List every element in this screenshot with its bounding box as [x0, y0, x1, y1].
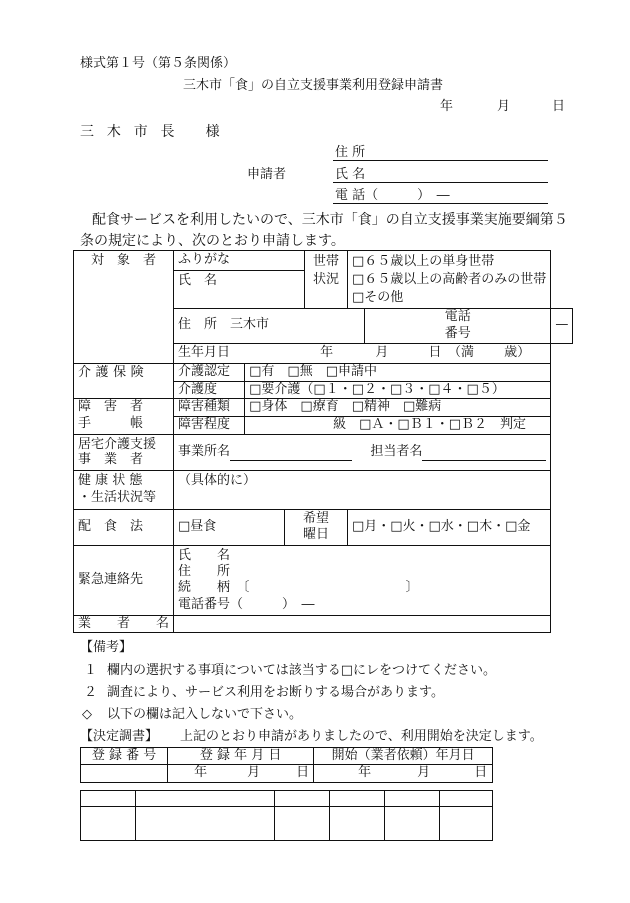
- applicant-address-label: 住 所: [335, 145, 366, 160]
- reg-no-value[interactable]: [81, 765, 168, 782]
- disab-type-options[interactable]: □身体 □療育 □精神 □難病: [245, 398, 551, 416]
- application-table: [73, 250, 573, 633]
- vendor-label: 業 者 名: [74, 615, 174, 632]
- stamp-cell[interactable]: [330, 807, 385, 841]
- approval-grid: [80, 790, 493, 841]
- birth-year: 年: [320, 344, 334, 360]
- start-date-header: 開始（業者依頼）年月日: [314, 748, 493, 765]
- care-provider-row[interactable]: [174, 434, 551, 470]
- birth-day-age: 日 （満 歳）: [428, 344, 531, 360]
- hh-option-elderly[interactable]: □６５歳以上の高齢者のみの世帯: [351, 272, 547, 288]
- date-year-label: 年: [440, 99, 454, 114]
- start-date-value[interactable]: 年 月 日: [314, 765, 493, 782]
- address-underline: [333, 160, 548, 161]
- form-title: 三木市「食」の自立支援事業利用登録申請書: [183, 78, 444, 93]
- emergency-name: 氏 名: [178, 547, 231, 563]
- stamp-header-cell: [385, 791, 440, 807]
- addressee: 三 木 市 長 様: [80, 124, 224, 140]
- note-2-number: ２: [84, 685, 98, 700]
- date-day-label: 日: [552, 99, 566, 114]
- note-2: 調査により、サービス利用をお断りする場合があります。: [107, 685, 444, 700]
- stamp-cell[interactable]: [385, 807, 440, 841]
- stamp-header-cell: [135, 791, 275, 807]
- insurance-label: 介護保険: [74, 363, 174, 398]
- health-note[interactable]: （具体的に）: [174, 470, 551, 509]
- note-1: 欄内の選択する事項については該当する□にレをつけてください。: [107, 663, 497, 678]
- care-provider-label: 居宅介護支援 事 業 者: [74, 434, 174, 470]
- ins-level-label: 介護度: [174, 381, 245, 398]
- care-office-label: 事業所名: [178, 443, 231, 459]
- phone-underline: [333, 203, 548, 204]
- subject-name-label: 氏 名: [178, 272, 218, 288]
- emergency-label: 緊急連絡先: [74, 545, 174, 615]
- intro-line-2: 条の規定により、次のとおり申請します。: [80, 233, 345, 249]
- preferred-days-label: 希望 曜日: [285, 509, 348, 545]
- applicant-label: 申請者: [247, 167, 287, 182]
- name-underline: [333, 182, 548, 183]
- intro-line-1: 配食サービスを利用したいので、三木市「食」の自立支援事業実施要綱第５: [92, 212, 568, 228]
- subject-phone-label: 電話 番号: [365, 308, 551, 343]
- ins-level-options[interactable]: □要介護（□１・□２・□３・□４・□５）: [245, 381, 551, 398]
- stamp-cell[interactable]: [135, 807, 275, 841]
- vendor-value[interactable]: [174, 615, 551, 632]
- applicant-phone-label: 電 話（ ） ―: [335, 188, 450, 203]
- date-month-label: 月: [497, 99, 511, 114]
- hh-option-other[interactable]: □その他: [351, 290, 404, 306]
- stamp-header-cell: [440, 791, 493, 807]
- furigana-label: ふりがな: [174, 251, 305, 271]
- subject-address[interactable]: 住 所 三木市: [174, 308, 305, 343]
- emergency-fields[interactable]: [174, 545, 551, 615]
- note-3: 以下の欄は記入しないで下さい。: [107, 707, 303, 722]
- disab-type-label: 障害種類: [174, 398, 245, 416]
- preferred-days-options[interactable]: □月・□火・□水・□木・□金: [347, 509, 550, 545]
- household-status-label: 世帯 状況: [305, 251, 348, 309]
- stamp-cell[interactable]: [440, 807, 493, 841]
- disab-degree-label: 障害程度: [174, 416, 245, 434]
- subject-phone-value[interactable]: —: [551, 308, 573, 343]
- subject-label: 対 象 者: [74, 251, 174, 364]
- birth-month: 月: [375, 344, 389, 360]
- reg-date-value[interactable]: 年 月 日: [168, 765, 314, 782]
- form-number: 様式第１号（第５条関係）: [80, 56, 237, 71]
- stamp-header-cell: [81, 791, 136, 807]
- care-person-label: 担当者名: [370, 443, 423, 459]
- stamp-cell[interactable]: [81, 807, 136, 841]
- ins-cert-options[interactable]: □有 □無 □申請中: [245, 363, 551, 381]
- disab-degree-options[interactable]: 級 □Ａ・□Ｂ１・□Ｂ２ 判定: [245, 416, 551, 434]
- health-label: 健 康 状 態 ・生活状況等: [74, 470, 174, 509]
- reg-date-header: 登 録 年 月 日: [168, 748, 314, 765]
- care-person-field[interactable]: [422, 444, 546, 461]
- decision-heading: 【決定調書】: [80, 729, 159, 744]
- reg-no-header: 登 録 番 号: [81, 748, 168, 765]
- emergency-phone: 電話番号（ ） ―: [178, 596, 315, 612]
- hh-option-single[interactable]: □６５歳以上の単身世帯: [351, 254, 495, 269]
- emergency-address: 住 所: [178, 564, 231, 580]
- applicant-name-label: 氏 名: [335, 167, 366, 182]
- ins-cert-label: 介護認定: [174, 363, 245, 381]
- stamp-header-cell: [275, 791, 330, 807]
- stamp-cell[interactable]: [275, 807, 330, 841]
- meal-option-lunch[interactable]: □昼食: [174, 509, 285, 545]
- care-office-field[interactable]: [230, 444, 352, 461]
- stamp-header-cell: [330, 791, 385, 807]
- meal-method-label: 配 食 法: [74, 509, 174, 545]
- disability-label: 障 害 者 手 帳: [74, 398, 174, 434]
- notes-heading: 【備考】: [80, 640, 133, 655]
- note-1-number: １: [84, 663, 98, 678]
- household-options[interactable]: [347, 251, 550, 309]
- note-3-mark: ◇: [82, 707, 92, 722]
- birth-label: 生年月日: [178, 344, 231, 360]
- emergency-relation: 続 柄 〔 〕: [178, 580, 419, 596]
- birth-row[interactable]: [174, 343, 551, 363]
- subject-name-cell[interactable]: [174, 270, 305, 308]
- decision-text: 上記のとおり申請がありましたので、利用開始を決定します。: [180, 729, 543, 744]
- decision-table: [80, 747, 493, 783]
